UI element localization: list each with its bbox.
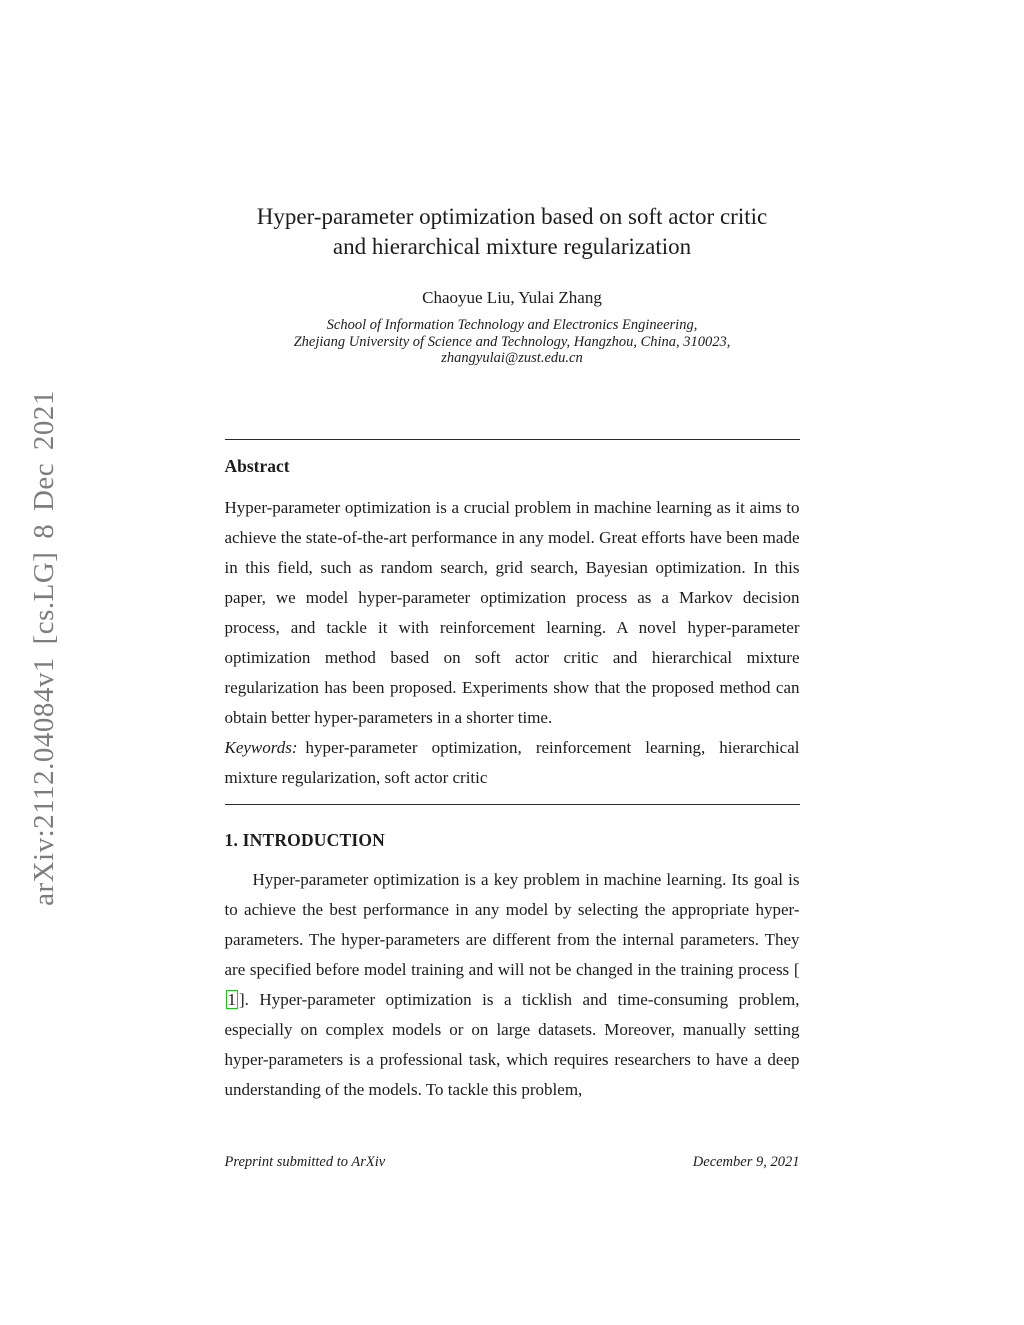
section-heading-introduction: 1. INTRODUCTION <box>224 829 386 850</box>
abstract-top-rule <box>225 439 800 440</box>
citation-number[interactable]: 1 <box>227 990 236 1010</box>
affiliation-email: zhangyulai@zust.edu.cn <box>441 350 583 366</box>
intro-text-after-citation: . Hyper-parameter optimization is a ticklish and time-consuming problem, especially on complex models or on large datasets. Moreover, manually setting hyper-parameters is a professional task, which requires researchers to have a deep understanding of the models. To tackle this problem, <box>224 990 800 1100</box>
citation-close-bracket: ] <box>239 990 245 1010</box>
keywords-text: hyper-parameter optimization, reinforcement learning, hierarchical mixture regularization, soft actor critic <box>224 737 800 787</box>
affiliation <box>225 317 800 367</box>
affiliation-line1: School of Information Technology and Electronics Engineering, <box>326 317 698 333</box>
paper-title-line1: Hyper-parameter optimization based on soft actor critic <box>256 204 768 229</box>
paper-title-line2: and hierarchical mixture regularization <box>332 234 692 259</box>
affiliation-line2: Zhejiang University of Science and Technology, Hangzhou, China, 310023, <box>293 333 731 350</box>
page-footer <box>225 1154 800 1171</box>
footer-preprint-note: Preprint submitted to ArXiv <box>224 1154 386 1171</box>
citation-link-1[interactable] <box>225 990 240 1009</box>
keywords-label: Keywords: <box>224 737 298 757</box>
arxiv-stamp: arXiv:2112.04084v1 [cs.LG] 8 Dec 2021 <box>28 390 60 906</box>
abstract-heading: Abstract <box>224 455 290 476</box>
introduction-paragraph <box>225 865 800 1105</box>
abstract-text: Hyper-parameter optimization is a crucial problem in machine learning as it aims to achieve the state-of-the-art performance in any model. Great efforts have been made in this field, such as random search, grid search, Bayesian optimization. In this paper, we model hyper-parameter optimization process as a Markov decision process, and tackle it with reinforcement learning. A novel hyper-parameter optimization method based on soft actor critic and hierarchical mixture regularization has been proposed. Experiments show that the proposed method can obtain better hyper-parameters in a shorter time. <box>224 497 800 727</box>
keywords <box>225 733 800 793</box>
citation-open-bracket: [ <box>793 960 800 980</box>
footer-date: December 9, 2021 <box>692 1154 800 1171</box>
authors: Chaoyue Liu, Yulai Zhang <box>422 288 602 307</box>
paper-page <box>225 0 800 1171</box>
intro-text-before-citation: Hyper-parameter optimization is a key problem in machine learning. Its goal is to achieve the best performance in any model by selecting the appropriate hyper-parameters. The hyper-parameters are different from the internal parameters. They are specified before model training and will not be changed in the training process <box>224 870 800 980</box>
abstract-bottom-rule <box>225 804 800 805</box>
paper-title <box>225 202 800 262</box>
